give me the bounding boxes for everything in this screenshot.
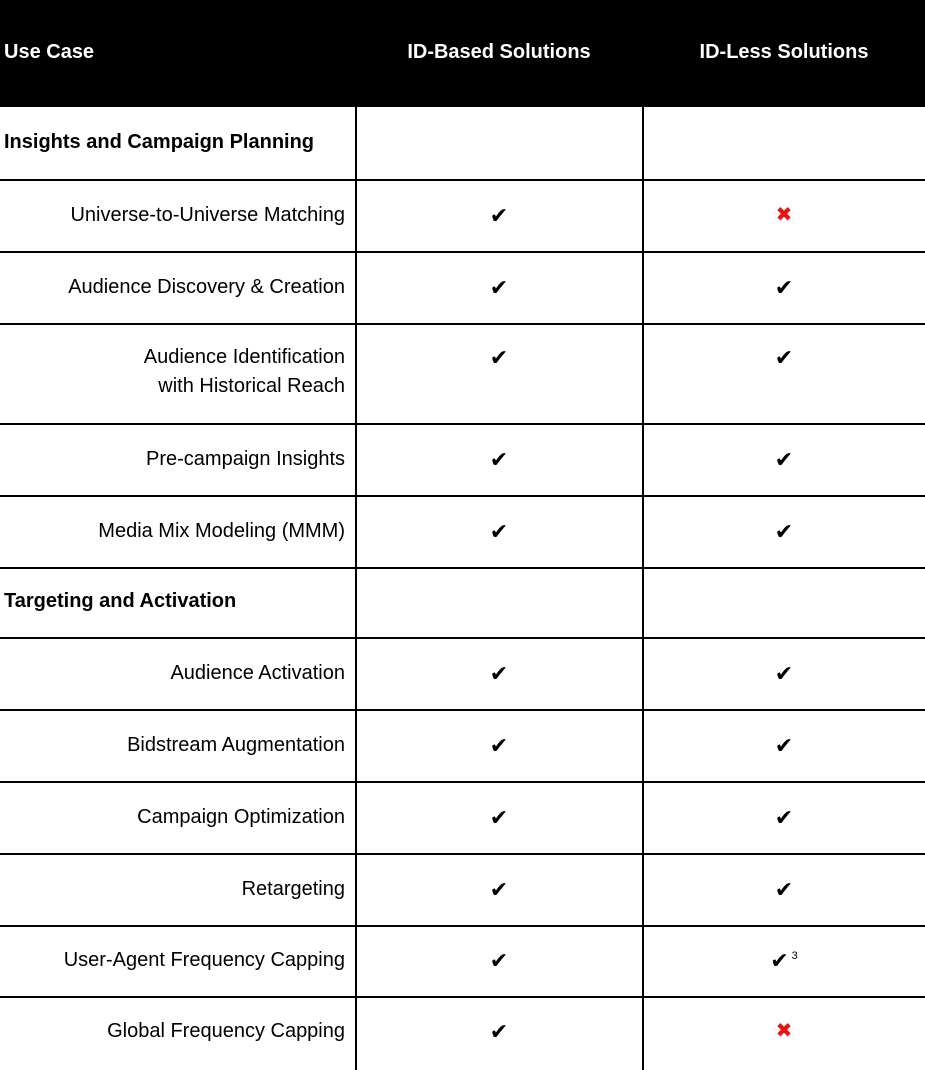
use-case-label: Audience Discovery & Creation xyxy=(68,276,345,298)
check-icon: ✔ xyxy=(774,345,794,370)
use-case-label-line1: Audience Identification xyxy=(143,346,345,368)
table-row xyxy=(0,181,925,253)
use-case-label: Universe-to-Universe Matching xyxy=(70,204,345,226)
check-icon: ✔ xyxy=(489,275,509,300)
use-case-label: Media Mix Modeling (MMM) xyxy=(98,520,345,542)
header-id-less: ID-Less Solutions xyxy=(699,41,869,63)
header-id-based: ID-Based Solutions xyxy=(407,41,591,63)
table-row xyxy=(0,998,925,1068)
check-icon: ✔ xyxy=(489,948,509,973)
check-icon: ✔ xyxy=(774,805,794,830)
check-icon: ✔ xyxy=(774,877,794,902)
section-title: Targeting and Activation xyxy=(4,590,237,612)
table-row xyxy=(0,783,925,855)
table-row xyxy=(0,325,925,425)
check-icon: ✔ xyxy=(770,948,789,973)
use-case-label: Audience Activation xyxy=(170,662,345,684)
check-icon: ✔ xyxy=(489,805,509,830)
use-case-label: Global Frequency Capping xyxy=(107,1020,345,1042)
check-icon: ✔ xyxy=(489,519,509,544)
table-row xyxy=(0,425,925,497)
section-row-targeting xyxy=(0,569,925,639)
check-icon: ✔ xyxy=(489,447,509,472)
table-row xyxy=(0,253,925,325)
cross-icon: ✖ xyxy=(775,204,793,226)
use-case-label: User-Agent Frequency Capping xyxy=(63,949,345,971)
check-icon: ✔ xyxy=(489,661,509,686)
check-icon: ✔ xyxy=(774,519,794,544)
check-icon: ✔ xyxy=(774,733,794,758)
table-row xyxy=(0,855,925,927)
table-row xyxy=(0,639,925,711)
section-title: Insights and Campaign Planning xyxy=(4,131,315,153)
header-use-case: Use Case xyxy=(4,41,95,63)
footnote-marker: 3 xyxy=(791,950,798,962)
check-with-footnote xyxy=(643,946,925,975)
check-icon: ✔ xyxy=(774,661,794,686)
table-row xyxy=(0,497,925,569)
table-row xyxy=(0,711,925,783)
check-icon: ✔ xyxy=(489,877,509,902)
use-case-label-line2: with Historical Reach xyxy=(158,375,345,397)
use-case-label xyxy=(0,343,345,401)
use-case-label: Bidstream Augmentation xyxy=(127,734,345,756)
check-icon: ✔ xyxy=(774,275,794,300)
use-case-label: Retargeting xyxy=(241,878,345,900)
table-row xyxy=(0,927,925,998)
check-icon: ✔ xyxy=(489,733,509,758)
check-icon: ✔ xyxy=(489,1019,509,1044)
use-case-label: Campaign Optimization xyxy=(137,806,345,828)
check-icon: ✔ xyxy=(489,345,509,370)
check-icon: ✔ xyxy=(774,447,794,472)
use-case-label: Pre-campaign Insights xyxy=(146,448,345,470)
section-row-insights xyxy=(0,107,925,181)
table-header xyxy=(0,0,925,107)
check-icon: ✔ xyxy=(489,203,509,228)
cross-icon: ✖ xyxy=(775,1020,793,1042)
